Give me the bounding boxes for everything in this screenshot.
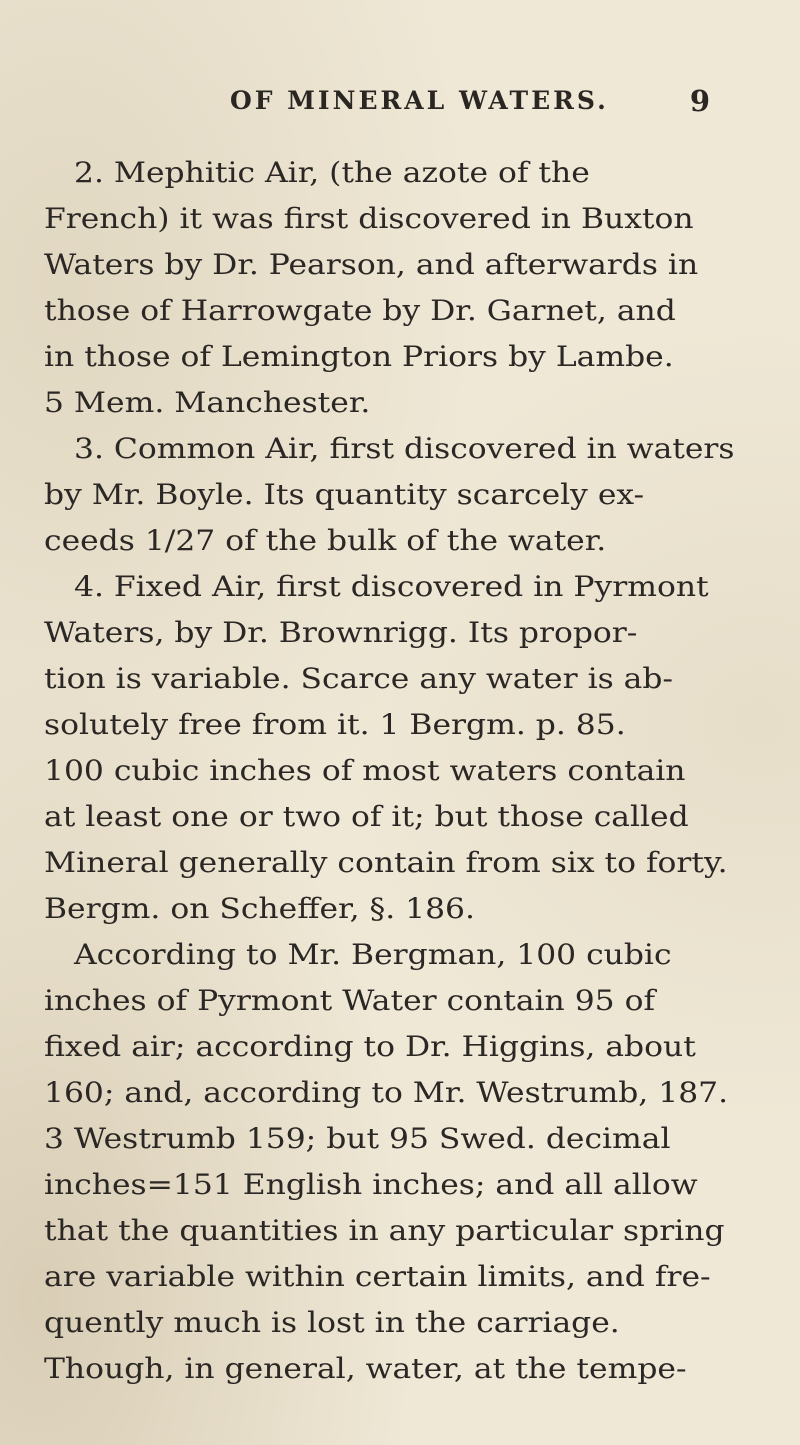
text-line: 100 cubic inches of most waters contain <box>44 754 686 787</box>
text-line: inches=151 English inches; and all allow <box>44 1168 698 1201</box>
text-line: in those of Lemington Priors by Lambe. <box>44 340 674 373</box>
text-line: 2. Mephitic Air, (the azote of the <box>74 156 590 189</box>
text-line: fixed air; according to Dr. Higgins, about <box>44 1030 696 1063</box>
text-line: at least one or two of it; but those called <box>44 800 689 833</box>
text-line: French) it was first discovered in Buxton <box>44 202 694 235</box>
text-line: 160; and, according to Mr. Westrumb, 187. <box>44 1076 729 1109</box>
text-line: 5 Mem. Manchester. <box>44 386 371 419</box>
page-header <box>230 86 710 126</box>
text-line: those of Harrowgate by Dr. Garnet, and <box>44 294 676 327</box>
text-line: quently much is lost in the carriage. <box>44 1306 620 1339</box>
text-line: 3. Common Air, first discovered in waters <box>74 432 735 465</box>
text-line: ceeds 1/27 of the bulk of the water. <box>44 524 607 557</box>
text-line: are variable within certain limits, and fre- <box>44 1260 711 1293</box>
text-line: Waters, by Dr. Brownrigg. Its propor- <box>44 616 638 649</box>
text-line: that the quantities in any particular spring <box>44 1214 725 1247</box>
text-line: Waters by Dr. Pearson, and afterwards in <box>44 248 699 281</box>
text-line: 3 Westrumb 159; but 95 Swed. decimal <box>44 1122 671 1155</box>
text-line: solutely free from it. 1 Bergm. p. 85. <box>44 708 626 741</box>
text-line: Bergm. on Scheffer, §. 186. <box>44 892 475 925</box>
text-line: According to Mr. Bergman, 100 cubic <box>74 938 672 971</box>
text-line: by Mr. Boyle. Its quantity scarcely ex- <box>44 478 645 511</box>
text-line: tion is variable. Scarce any water is ab- <box>44 662 674 695</box>
text-line: 4. Fixed Air, first discovered in Pyrmont <box>74 570 709 603</box>
text-line: inches of Pyrmont Water contain 95 of <box>44 984 656 1017</box>
running-head: OF MINERAL WATERS. <box>230 86 609 115</box>
text-line: Though, in general, water, at the tempe- <box>44 1352 687 1385</box>
page-number: 9 <box>689 84 710 118</box>
text-line: Mineral generally contain from six to forty. <box>44 846 728 879</box>
